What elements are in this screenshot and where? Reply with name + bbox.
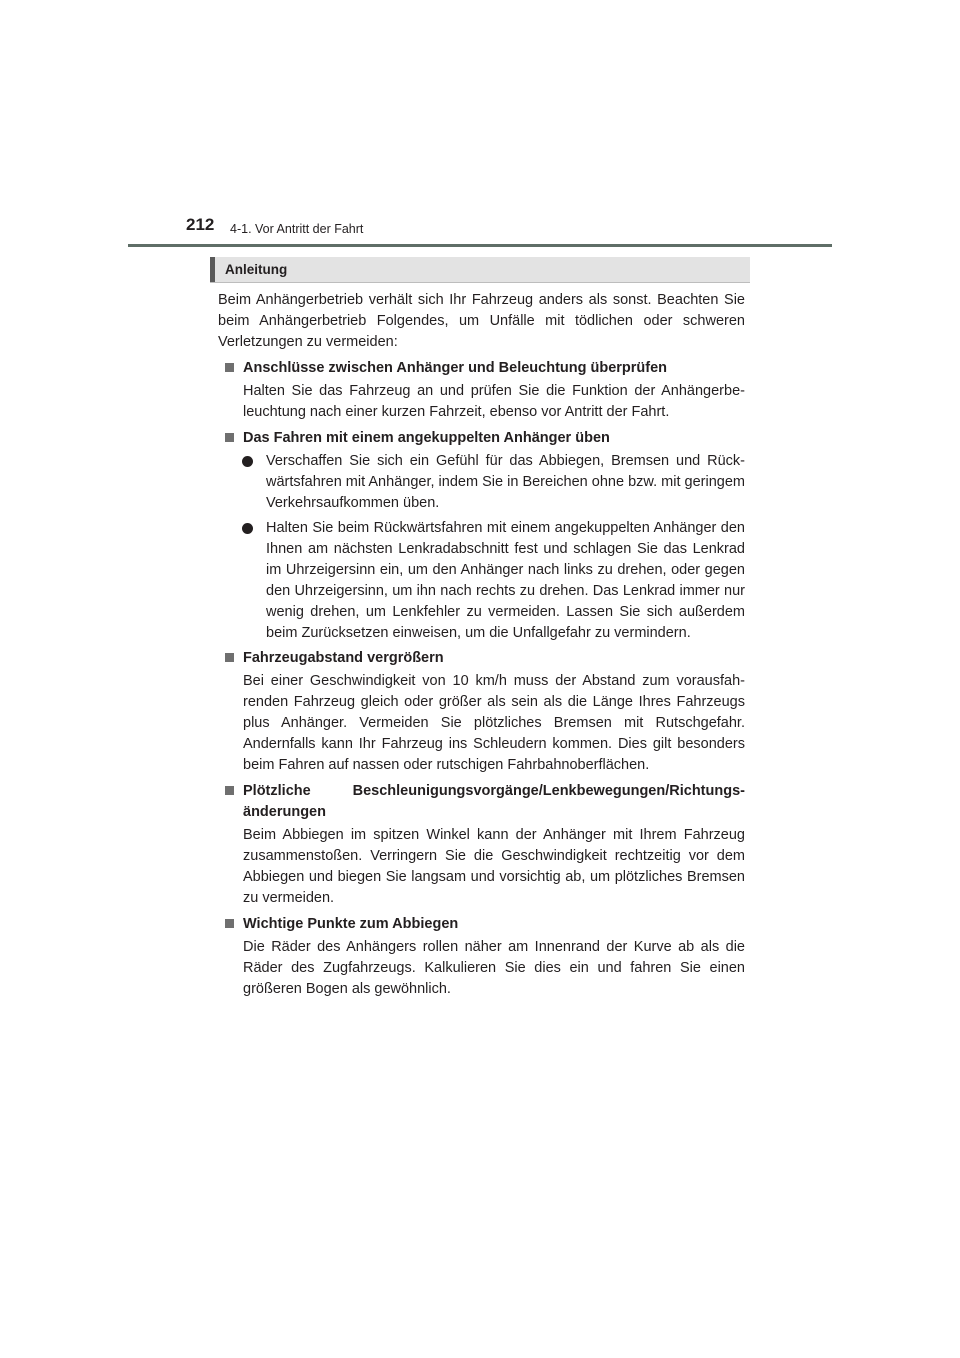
bullet-text: Verschaffen Sie sich ein Gefühl für das Abbiegen, Bremsen und Rückwärtsfahren mit Anhänger, indem Sie in Bereichen ohne bzw. mit geringem Verkehrsaufkommen üben.	[266, 453, 745, 511]
section-heading-lighting	[218, 358, 745, 379]
section-heading-turning	[218, 914, 745, 935]
section-heading-text: Plötzliche Beschleunigungsvorgänge/Lenkbewegungen/Richtungsänderungen	[243, 783, 745, 820]
section-body-sudden-maneuvers: Beim Abbiegen im spitzen Winkel kann der Anhänger mit Ihrem Fahrzeug zusammenstoßen. Verringern Sie die Geschwindigkeit rechtzeitig vor dem Abbiegen und biegen Sie langsam und vorsichtig ab, um plötzliches Bremsen zu vermeiden.	[243, 827, 745, 906]
bullet-item	[218, 518, 745, 644]
round-bullet-icon	[242, 456, 253, 467]
square-bullet-icon	[225, 653, 234, 662]
caution-stripe	[210, 257, 215, 282]
section-heading-distance	[218, 648, 745, 669]
bullet-item	[218, 451, 745, 514]
square-bullet-icon	[225, 433, 234, 442]
section-reference: 4-1. Vor Antritt der Fahrt	[230, 222, 364, 236]
header-rule	[128, 244, 832, 247]
round-bullet-icon	[242, 523, 253, 534]
section-body-distance: Bei einer Geschwindigkeit von 10 km/h muss der Abstand zum vorausfahrenden Fahrzeug gleich oder größer als sein als die Länge Ihres Fahrzeugs plus Anhänger. Vermeiden Sie plötzliches Bremsen mit Rutschgefahr. Andernfalls kann Ihr Fahrzeug ins Schleudern kommen. Dies gilt besonders beim Fahren auf nassen oder rutschigen Fahrbahnoberflächen.	[243, 673, 745, 773]
section-body-turning: Die Räder des Anhängers rollen näher am Innenrand der Kurve ab als die Räder des Zugfahrzeugs. Kalkulieren Sie dies ein und fahren Sie einen größeren Bogen als gewöhnlich.	[243, 939, 745, 997]
section-body-lighting: Halten Sie das Fahrzeug an und prüfen Sie die Funktion der Anhängerbeleuchtung nach einer kurzen Fahrzeit, ebenso vor Antritt der Fahrt.	[243, 383, 745, 420]
section-heading-practice	[218, 428, 745, 449]
section-heading-text: Fahrzeugabstand vergrößern	[243, 650, 444, 666]
page-number: 212	[186, 215, 215, 234]
section-heading-text: Das Fahren mit einem angekuppelten Anhänger üben	[243, 430, 610, 446]
section-heading-sudden-maneuvers	[218, 781, 745, 823]
caution-label: Anleitung	[225, 262, 288, 277]
section-heading-text: Anschlüsse zwischen Anhänger und Beleuchtung überprüfen	[243, 360, 668, 376]
square-bullet-icon	[225, 363, 234, 372]
caution-content	[218, 290, 745, 1005]
caution-header-bar	[210, 257, 750, 283]
caution-intro: Beim Anhängerbetrieb verhält sich Ihr Fahrzeug anders als sonst. Beachten Sie beim Anhängerbetrieb Folgendes, um Unfälle mit tödlichen oder schweren Verletzungen zu vermeiden:	[218, 292, 745, 350]
square-bullet-icon	[225, 919, 234, 928]
bullet-text: Halten Sie beim Rückwärtsfahren mit einem angekuppelten Anhänger den Ihnen am nächsten Lenkradabschnitt fest und schlagen Sie das Lenkrad im Uhrzeigersinn ein, um den Anhänger nach links zu drehen, oder gegen den Uhrzeigersinn, um ihn nach rechts zu drehen. Das Lenkrad immer nur wenig drehen, um Lenkfehler zu vermeiden. Lassen Sie sich außerdem beim Zurücksetzen einweisen, um die Unfallgefahr zu vermindern.	[266, 520, 745, 641]
section-heading-text: Wichtige Punkte zum Abbiegen	[243, 916, 459, 932]
square-bullet-icon	[225, 786, 234, 795]
